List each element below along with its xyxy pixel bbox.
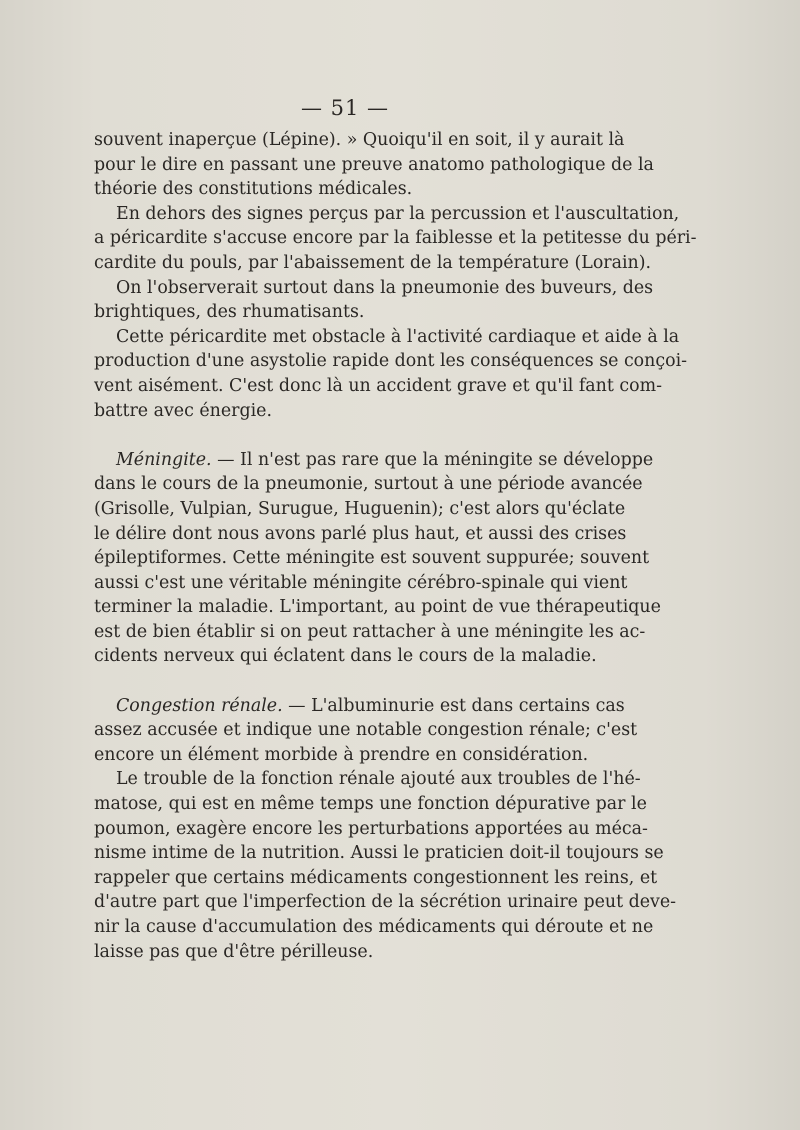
text-line: matose, qui est en même temps une fonction dépurative par le <box>94 794 647 815</box>
text-line: encore un élément morbide à prendre en considération. <box>94 744 589 765</box>
paragraph <box>94 694 638 768</box>
section-heading: Congestion rénale. <box>116 695 283 716</box>
text-line: cardite du pouls, par l'abaissement de la température (Lorain). <box>94 252 652 273</box>
text-run: — Il n'est pas rare que la méningite se développe <box>211 449 654 470</box>
text-line: production d'une asystolie rapide dont les conséquences se conçoi- <box>94 351 688 372</box>
text-line: pour le dire en passant une preuve anatomo pathologique de la <box>94 154 654 175</box>
text-line: a péricardite s'accuse encore par la faiblesse et la petitesse du péri- <box>94 228 697 249</box>
text-line: laisse pas que d'être périlleuse. <box>94 941 374 962</box>
text-line <box>94 694 625 719</box>
text-line: théorie des constitutions médicales. <box>94 179 413 200</box>
paragraph <box>94 276 654 325</box>
text-line: Le trouble de la fonction rénale ajouté aux troubles de l'hé- <box>116 769 641 790</box>
text-line: le délire dont nous avons parlé plus haut, et aussi des crises <box>94 523 627 544</box>
text-line: En dehors des signes perçus par la percussion et l'auscultation, <box>116 203 680 224</box>
text-line: (Grisolle, Vulpian, Surugue, Huguenin); c'est alors qu'éclate <box>94 498 626 519</box>
text-line: est de bien établir si on peut rattacher à une méningite les ac- <box>94 621 646 642</box>
paragraph <box>94 202 697 276</box>
paragraph <box>94 128 654 202</box>
text-line: vent aisément. C'est donc là un accident grave et qu'il fant com- <box>94 375 662 396</box>
text-line: terminer la maladie. L'important, au point de vue thérapeutique <box>94 597 661 618</box>
paragraph <box>94 448 661 669</box>
text-line: rappeler que certains médicaments congestionnent les reins, et <box>94 867 658 888</box>
text-line: d'autre part que l'imperfection de la sécrétion urinaire peut deve- <box>94 892 677 913</box>
body-text <box>94 128 697 964</box>
text-line <box>94 448 654 473</box>
text-line: assez accusée et indique une notable congestion rénale; c'est <box>94 720 638 741</box>
text-line: On l'observerait surtout dans la pneumonie des buveurs, des <box>116 277 654 298</box>
text-line: battre avec énergie. <box>94 400 272 421</box>
text-line: poumon, exagère encore les perturbations apportées au méca- <box>94 818 648 839</box>
page-number: — 51 — <box>300 96 390 120</box>
text-line: nir la cause d'accumulation des médicaments qui déroute et ne <box>94 917 654 937</box>
text-line: cidents nerveux qui éclatent dans le cours de la maladie. <box>94 646 597 667</box>
section-heading: Méningite. <box>116 449 212 470</box>
text-line: brightiques, des rhumatisants. <box>94 302 365 323</box>
paragraph-gap <box>94 423 598 448</box>
text-line: Cette péricardite met obstacle à l'activité cardiaque et aide à la <box>116 326 680 347</box>
text-line: épileptiformes. Cette méningite est souvent suppurée; souvent <box>94 548 650 569</box>
paragraph-gap <box>94 669 598 694</box>
text-run: — L'albuminurie est dans certains cas <box>282 695 625 716</box>
text-line: nisme intime de la nutrition. Aussi le praticien doit-il toujours se <box>94 843 664 864</box>
text-line: dans le cours de la pneumonie, surtout à une période avancée <box>94 474 643 495</box>
paragraph <box>94 767 677 964</box>
text-line: souvent inaperçue (Lépine). » Quoiqu'il en soit, il y aurait là <box>94 130 625 150</box>
text-line: aussi c'est une véritable méningite cérébro-spinale qui vient <box>94 572 628 593</box>
paragraph <box>94 325 688 423</box>
